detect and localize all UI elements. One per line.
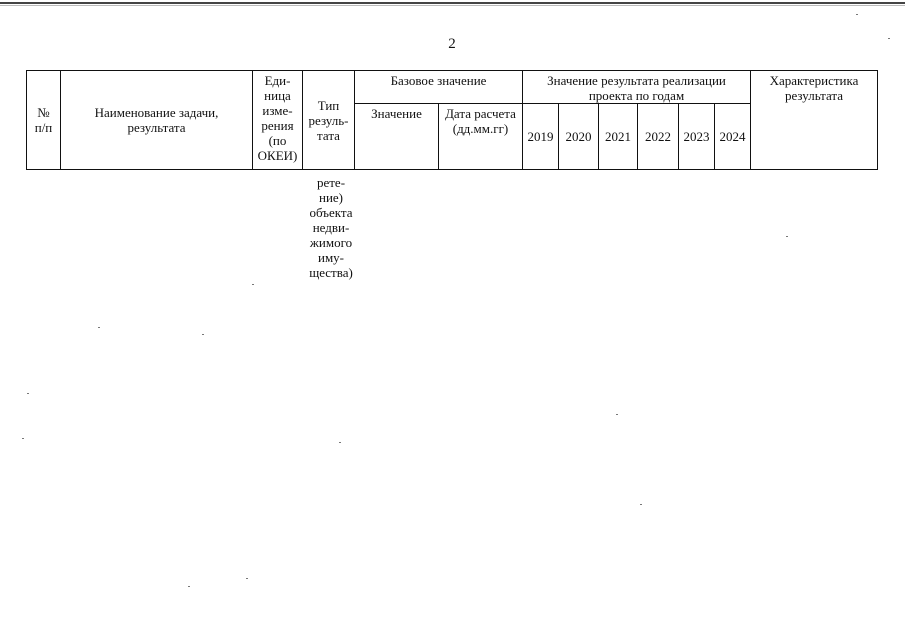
col-name-header: Наименование задачи, результата bbox=[61, 71, 253, 170]
years-group-header: Значение результата реализации проекта по годам bbox=[523, 71, 751, 104]
scan-speck bbox=[246, 578, 248, 579]
scan-speck bbox=[188, 586, 190, 587]
scan-speck bbox=[616, 414, 618, 415]
scan-speck bbox=[888, 38, 890, 39]
scan-speck bbox=[856, 14, 858, 15]
year-2024-header: 2024 bbox=[715, 104, 751, 170]
year-2022-header: 2022 bbox=[638, 104, 679, 170]
base-value-header: Значение bbox=[355, 104, 439, 170]
continuation-line: рете- bbox=[316, 175, 346, 190]
scan-speck bbox=[252, 284, 254, 285]
continuation-line: недви- bbox=[312, 220, 350, 235]
col-number-header: № п/п bbox=[27, 71, 61, 170]
continuation-line: щества) bbox=[309, 265, 353, 280]
year-2023-header: 2023 bbox=[679, 104, 715, 170]
continuation-line: жимого bbox=[309, 235, 353, 250]
continuation-line: объекта bbox=[309, 205, 353, 220]
base-date-header: Дата расчета (дд.мм.гг) bbox=[439, 104, 523, 170]
col-characteristic-header: Характеристика результата bbox=[751, 71, 878, 170]
scan-speck bbox=[98, 327, 100, 328]
page-number: 2 bbox=[448, 36, 456, 52]
table-header-row-1 bbox=[27, 71, 878, 104]
results-table bbox=[26, 70, 878, 170]
result-type-continuation-text bbox=[302, 175, 360, 280]
scan-edge-line bbox=[0, 2, 905, 4]
col-type-header: Тип резуль- тата bbox=[303, 71, 355, 170]
scan-speck bbox=[640, 504, 642, 505]
scan-speck bbox=[27, 393, 29, 394]
scan-edge-line-faint bbox=[0, 5, 905, 6]
scan-speck bbox=[22, 438, 24, 439]
continuation-line: иму- bbox=[317, 250, 344, 265]
scan-speck bbox=[202, 334, 204, 335]
year-2019-header: 2019 bbox=[523, 104, 559, 170]
year-2020-header: 2020 bbox=[559, 104, 599, 170]
continuation-line: ние) bbox=[318, 190, 343, 205]
scan-speck bbox=[339, 442, 341, 443]
scan-speck bbox=[786, 236, 788, 237]
base-value-group-header: Базовое значение bbox=[355, 71, 523, 104]
col-unit-header: Еди- ница изме- рения (по ОКЕИ) bbox=[253, 71, 303, 170]
year-2021-header: 2021 bbox=[599, 104, 638, 170]
